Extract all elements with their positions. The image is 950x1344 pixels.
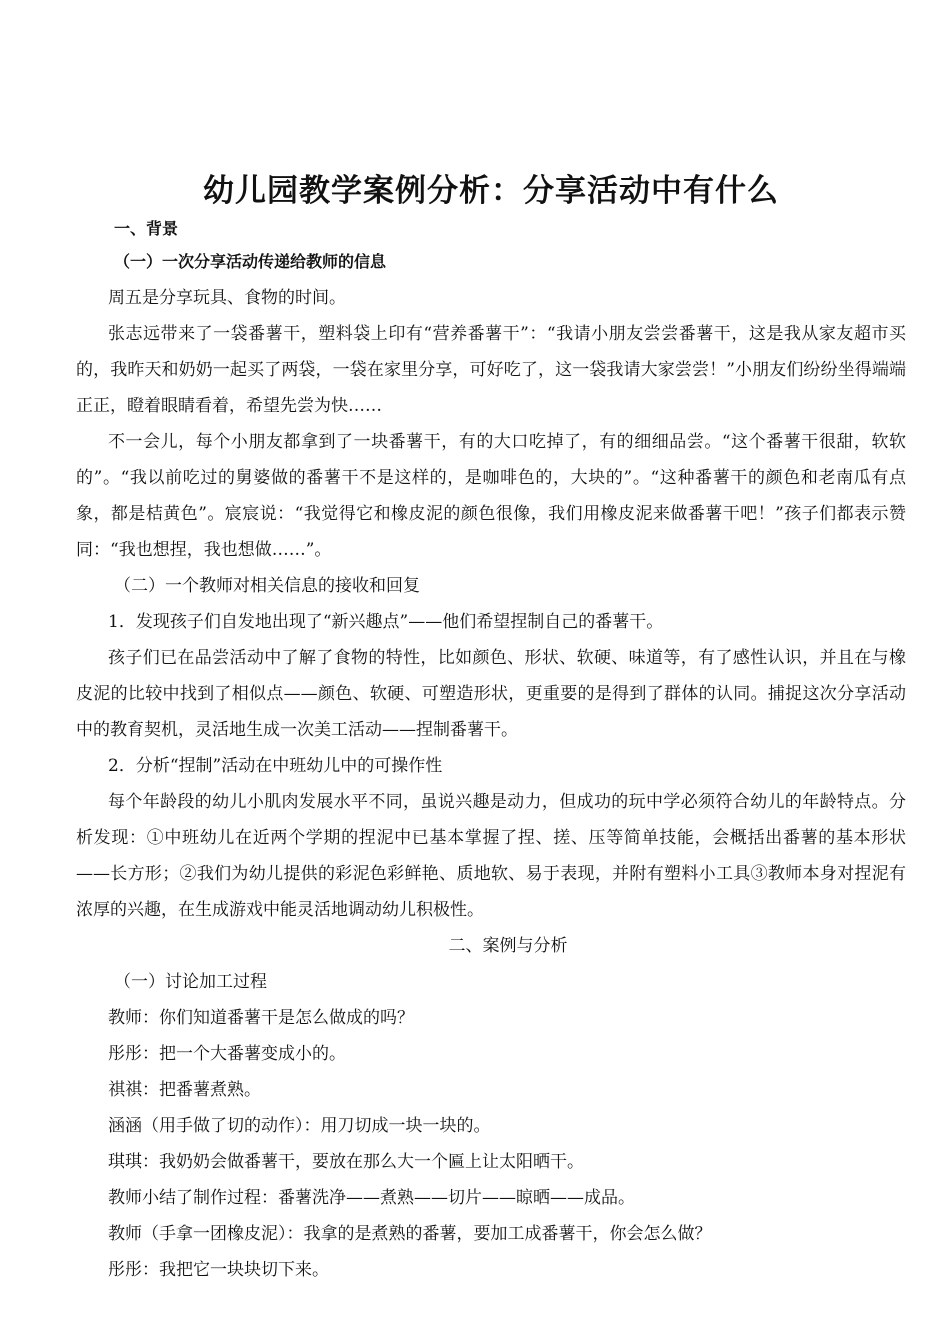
paragraph-4: 1．发现孩子们自发地出现了“新兴趣点”——他们希望捏制自己的番薯干。 (108, 612, 664, 632)
paragraph-3: 不一会儿，每个小朋友都拿到了一块番薯干，有的大口吃掉了，有的细细品尝。“这个番薯干很甜，软软的”。“我以前吃过的舅婆做的番薯干不是这样的，是咖啡色的，大块的”。“这种番薯干的颜色和老南瓜有点象，都是桔黄色”。宸宸说：“我觉得它和橡皮泥的颜色很像，我们用橡皮泥来做番薯干吧！”孩子们都表示赞同：“我也想捏，我也想做……”。 (76, 432, 906, 560)
paragraph-6: 2．分析“捏制”活动在中班幼儿中的可操作性 (108, 756, 443, 776)
paragraph-7: 每个年龄段的幼儿小肌肉发展水平不同，虽说兴趣是动力，但成功的玩中学必须符合幼儿的年龄特点。分析发现：①中班幼儿在近两个学期的捏泥中已基本掌握了捏、搓、压等简单技能，会概括出番薯的基本形状——长方形；②我们为幼儿提供的彩泥色彩鲜艳、质地软、易于表现，并附有塑料小工具③教师本身对捏泥有浓厚的兴趣，在生成游戏中能灵活地调动幼儿积极性。 (76, 792, 906, 920)
document-page (76, 168, 906, 1288)
dialogue-line: 涵涵（用手做了切的动作）：用刀切成一块一块的。 (108, 1116, 491, 1136)
subsection-heading-1: （一）一次分享活动传递给教师的信息 (114, 252, 387, 271)
subsection-heading-2: （二）一个教师对相关信息的接收和回复 (114, 576, 420, 596)
paragraph-1: 周五是分享玩具、食物的时间。 (108, 288, 346, 308)
dialogue-line: 教师：你们知道番薯干是怎么做成的吗？ (108, 1008, 414, 1028)
dialogue-line: 彤彤：把一个大番薯变成小的。 (108, 1044, 346, 1064)
dialogue-line: 教师（手拿一团橡皮泥）：我拿的是煮熟的番薯，要加工成番薯干，你会怎么做？ (108, 1224, 712, 1244)
subsection-heading-3: （一）讨论加工过程 (114, 972, 267, 992)
dialogue-line: 琪琪：我奶奶会做番薯干，要放在那么大一个匾上让太阳晒干。 (108, 1152, 584, 1172)
paragraph-5: 孩子们已在品尝活动中了解了食物的特性，比如颜色、形状、软硬、味道等，有了感性认识，并且在与橡皮泥的比较中找到了相似点——颜色、软硬、可塑造形状，更重要的是得到了群体的认同。捕捉这次分享活动中的教育契机，灵活地生成一次美工活动——捏制番薯干。 (76, 648, 906, 740)
dialogue-line: 教师小结了制作过程：番薯洗净——煮熟——切片——晾晒——成品。 (108, 1188, 635, 1208)
dialogue-line: 彤彤：我把它一块块切下来。 (108, 1260, 329, 1280)
document-title: 幼儿园教学案例分析：分享活动中有什么 (203, 173, 779, 209)
paragraph-2: 张志远带来了一袋番薯干，塑料袋上印有“营养番薯干”：“我请小朋友尝尝番薯干，这是我从家友超市买的，我昨天和奶奶一起买了两袋，一袋在家里分享，可好吃了，这一袋我请大家尝尝！”小朋友们纷纷坐得端端正正，瞪着眼睛看着，希望先尝为快…… (76, 324, 906, 416)
section-heading-background: 一、背景 (114, 219, 179, 238)
section-heading-case: 二、案例与分析 (448, 936, 568, 956)
dialogue-line: 祺祺：把番薯煮熟。 (108, 1080, 261, 1100)
